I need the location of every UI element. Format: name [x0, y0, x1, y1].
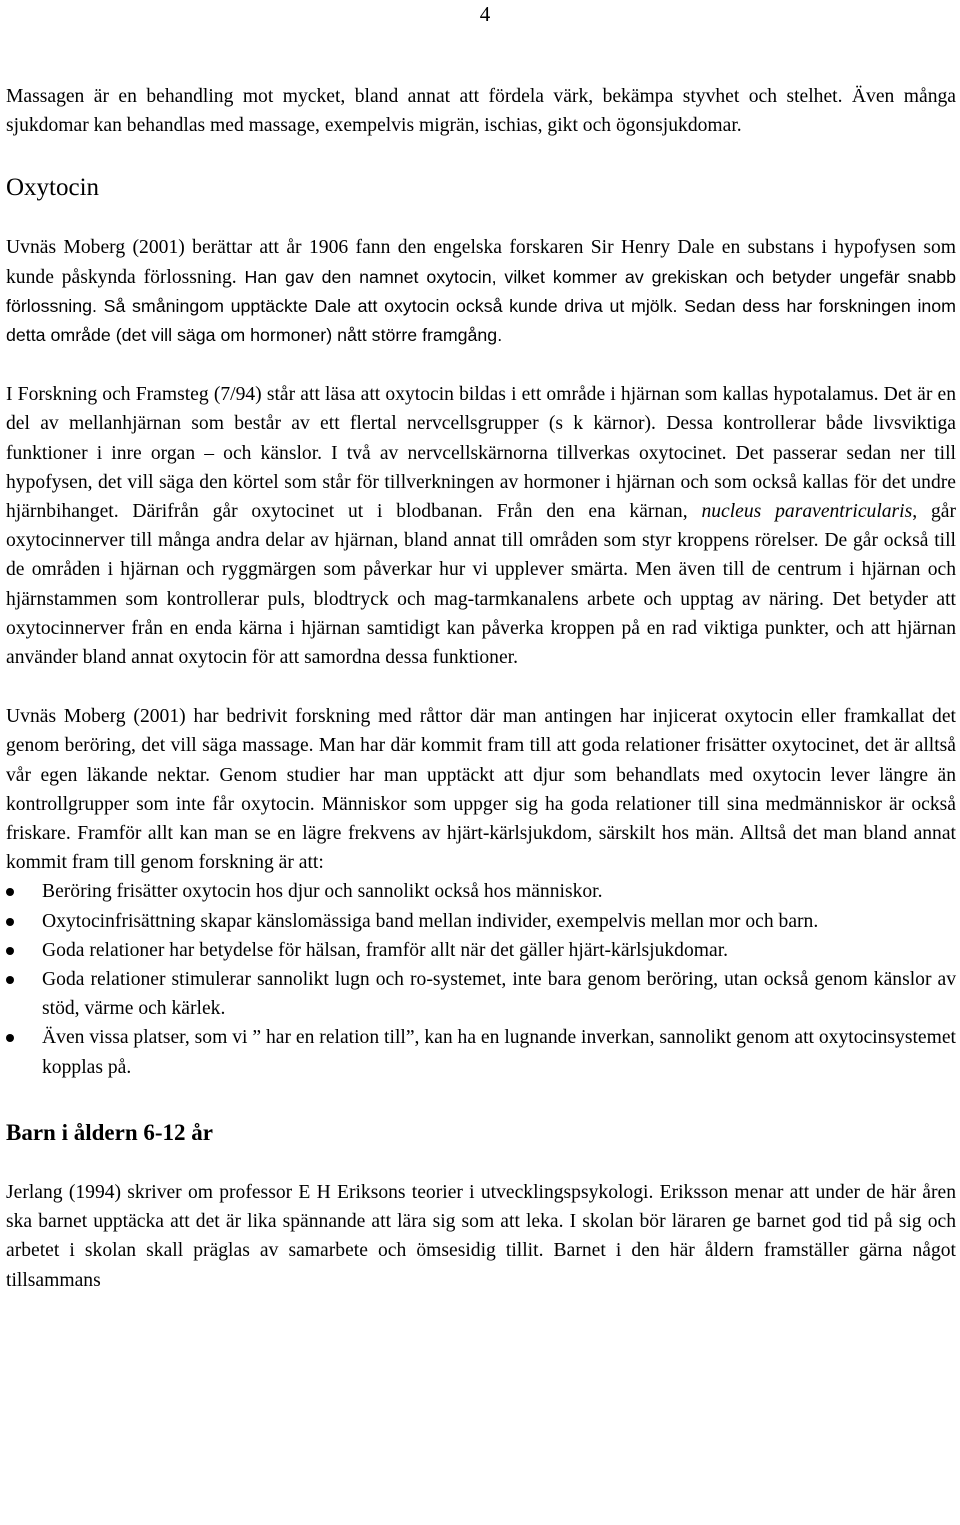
list-item — [6, 936, 956, 965]
list-item — [6, 907, 956, 936]
section-heading-children: Barn i åldern 6-12 år — [6, 1119, 213, 1145]
list-item-text: Oxytocinfrisättning skapar känslomässiga band mellan individer, exempelvis mellan mor och barn. — [42, 910, 819, 932]
section-heading-oxytocin: Oxytocin — [6, 174, 100, 202]
bullet-icon — [6, 888, 14, 896]
bullet-icon — [6, 976, 14, 984]
intro-paragraph: Massagen är en behandling mot mycket, bland annat att fördela värk, bekämpa styvhet och stelhet. Även många sjukdomar kan behandlas med massage, exempelvis migrän, ischias, gikt och ögonsjukdomar. — [6, 86, 956, 137]
list-item-text: Beröring frisätter oxytocin hos djur och sannolikt också hos människor. — [42, 881, 603, 903]
bullet-icon — [6, 918, 14, 926]
paragraph-1-sans-text: Han gav den namnet oxytocin, vilket kommer av grekiskan och betyder ungefär snabb förlossning. Så småningom upptäckte Dale att oxytocin också kunde driva ut mjölk. Sedan dess har forskningen inom detta område (det vill säga om hormoner) nått större framgång. — [6, 266, 956, 346]
paragraph-2-text-before: I Forskning och Framsteg (7/94) står att läsa att oxytocin bildas i ett område i hjärnan som kallas hypotalamus. Det är en del av mellanhjärnan som består av ett flertal nervcellsgrupper (s k kärnor). Dessa kontrollerar både livsviktiga funktioner i inre organ – och känslor. I två av nervcellskärnorna tillverkas oxytocinet. Det passerar sedan ner till hypofysen, det vill säga den körtel som står för tillverkningen av hormoner i hjärnan och som också kallas för det undre hjärnbihanget. Därifrån går oxytocinet ut i blodbanan. Från den ena kärnan, — [6, 384, 956, 523]
children-paragraph: Jerlang (1994) skriver om professor E H Eriksons teorier i utvecklingspsykologi. Eriksson menar att under de här åren ska barnet upptäcka att det är lika spännande att lära sig som att leka. I skolan bör läraren ge barnet god tid på sig och arbetet i skolan skall präglas av samarbete och ömsesidig tillit. Barnet i den här åldern framställer gärna något tillsammans — [6, 1181, 956, 1291]
bullet-icon — [6, 1034, 14, 1042]
list-item — [6, 1023, 956, 1081]
list-item-text: Goda relationer har betydelse för hälsan, framför allt när det gäller hjärt-kärlsjukdomar. — [42, 939, 729, 961]
bullet-icon — [6, 947, 14, 955]
findings-list — [6, 877, 956, 1081]
list-item-text: Även vissa platser, som vi ” har en relation till”, kan ha en lugnande inverkan, sannolikt genom att oxytocinsystemet kopplas på. — [42, 1027, 956, 1078]
page-number: 4 — [479, 2, 491, 26]
page-content — [6, 82, 956, 1295]
list-item — [6, 877, 956, 906]
list-item-text: Goda relationer stimulerar sannolikt lugn och ro-systemet, inte bara genom beröring, utan också genom känslor av stöd, värme och kärlek. — [42, 969, 956, 1020]
paragraph-2-text-after: , går oxytocinnerver till många andra delar av hjärnan, bland annat till områden som styr kroppens rörelser. De går också till de områden i hjärnan och ryggmärgen som påverkar hur vi upplever smärta. Men även till de centrum i hjärnan och hjärnstammen som kontrollerar puls, blodtryck och mag-tarmkanalens arbete och upptag av näring. Det betyder att oxytocinnerver från en enda kärna i hjärnan samtidigt kan påverka kroppen på en rad viktiga punkter, och att hjärnan använder bland annat oxytocin för att samordna dessa funktioner. — [6, 501, 956, 669]
oxytocin-paragraph-1 — [6, 233, 956, 350]
oxytocin-paragraph-3: Uvnäs Moberg (2001) har bedrivit forskning med råttor där man antingen har injicerat oxytocin eller framkallat det genom beröring, det vill säga massage. Man har där kommit fram till att goda relationer frisätter oxytocinet, det är alltså vår egen läkande nektar. Genom studier har man upptäckt att djur som behandlats med oxytocin lever längre än kontrollgrupper som inte får oxytocin. Människor som uppger sig ha goda relationer till sina medmänniskor är också friskare. Framför allt kan man se en lägre frekvens av hjärt-kärlsjukdom, särskilt hos män. Alltså det man bland annat kommit fram till genom forskning är att: — [6, 706, 956, 874]
paragraph-1-serif-text: Uvnäs Moberg (2001) berättar att år 1906 fann den engelska forskaren Sir Henry Dale en substans i hypofysen som kunde påskynda förlossning. — [6, 237, 956, 288]
latin-term: nucleus paraventricularis — [701, 501, 913, 523]
list-item — [6, 965, 956, 1023]
oxytocin-paragraph-2 — [6, 380, 956, 672]
